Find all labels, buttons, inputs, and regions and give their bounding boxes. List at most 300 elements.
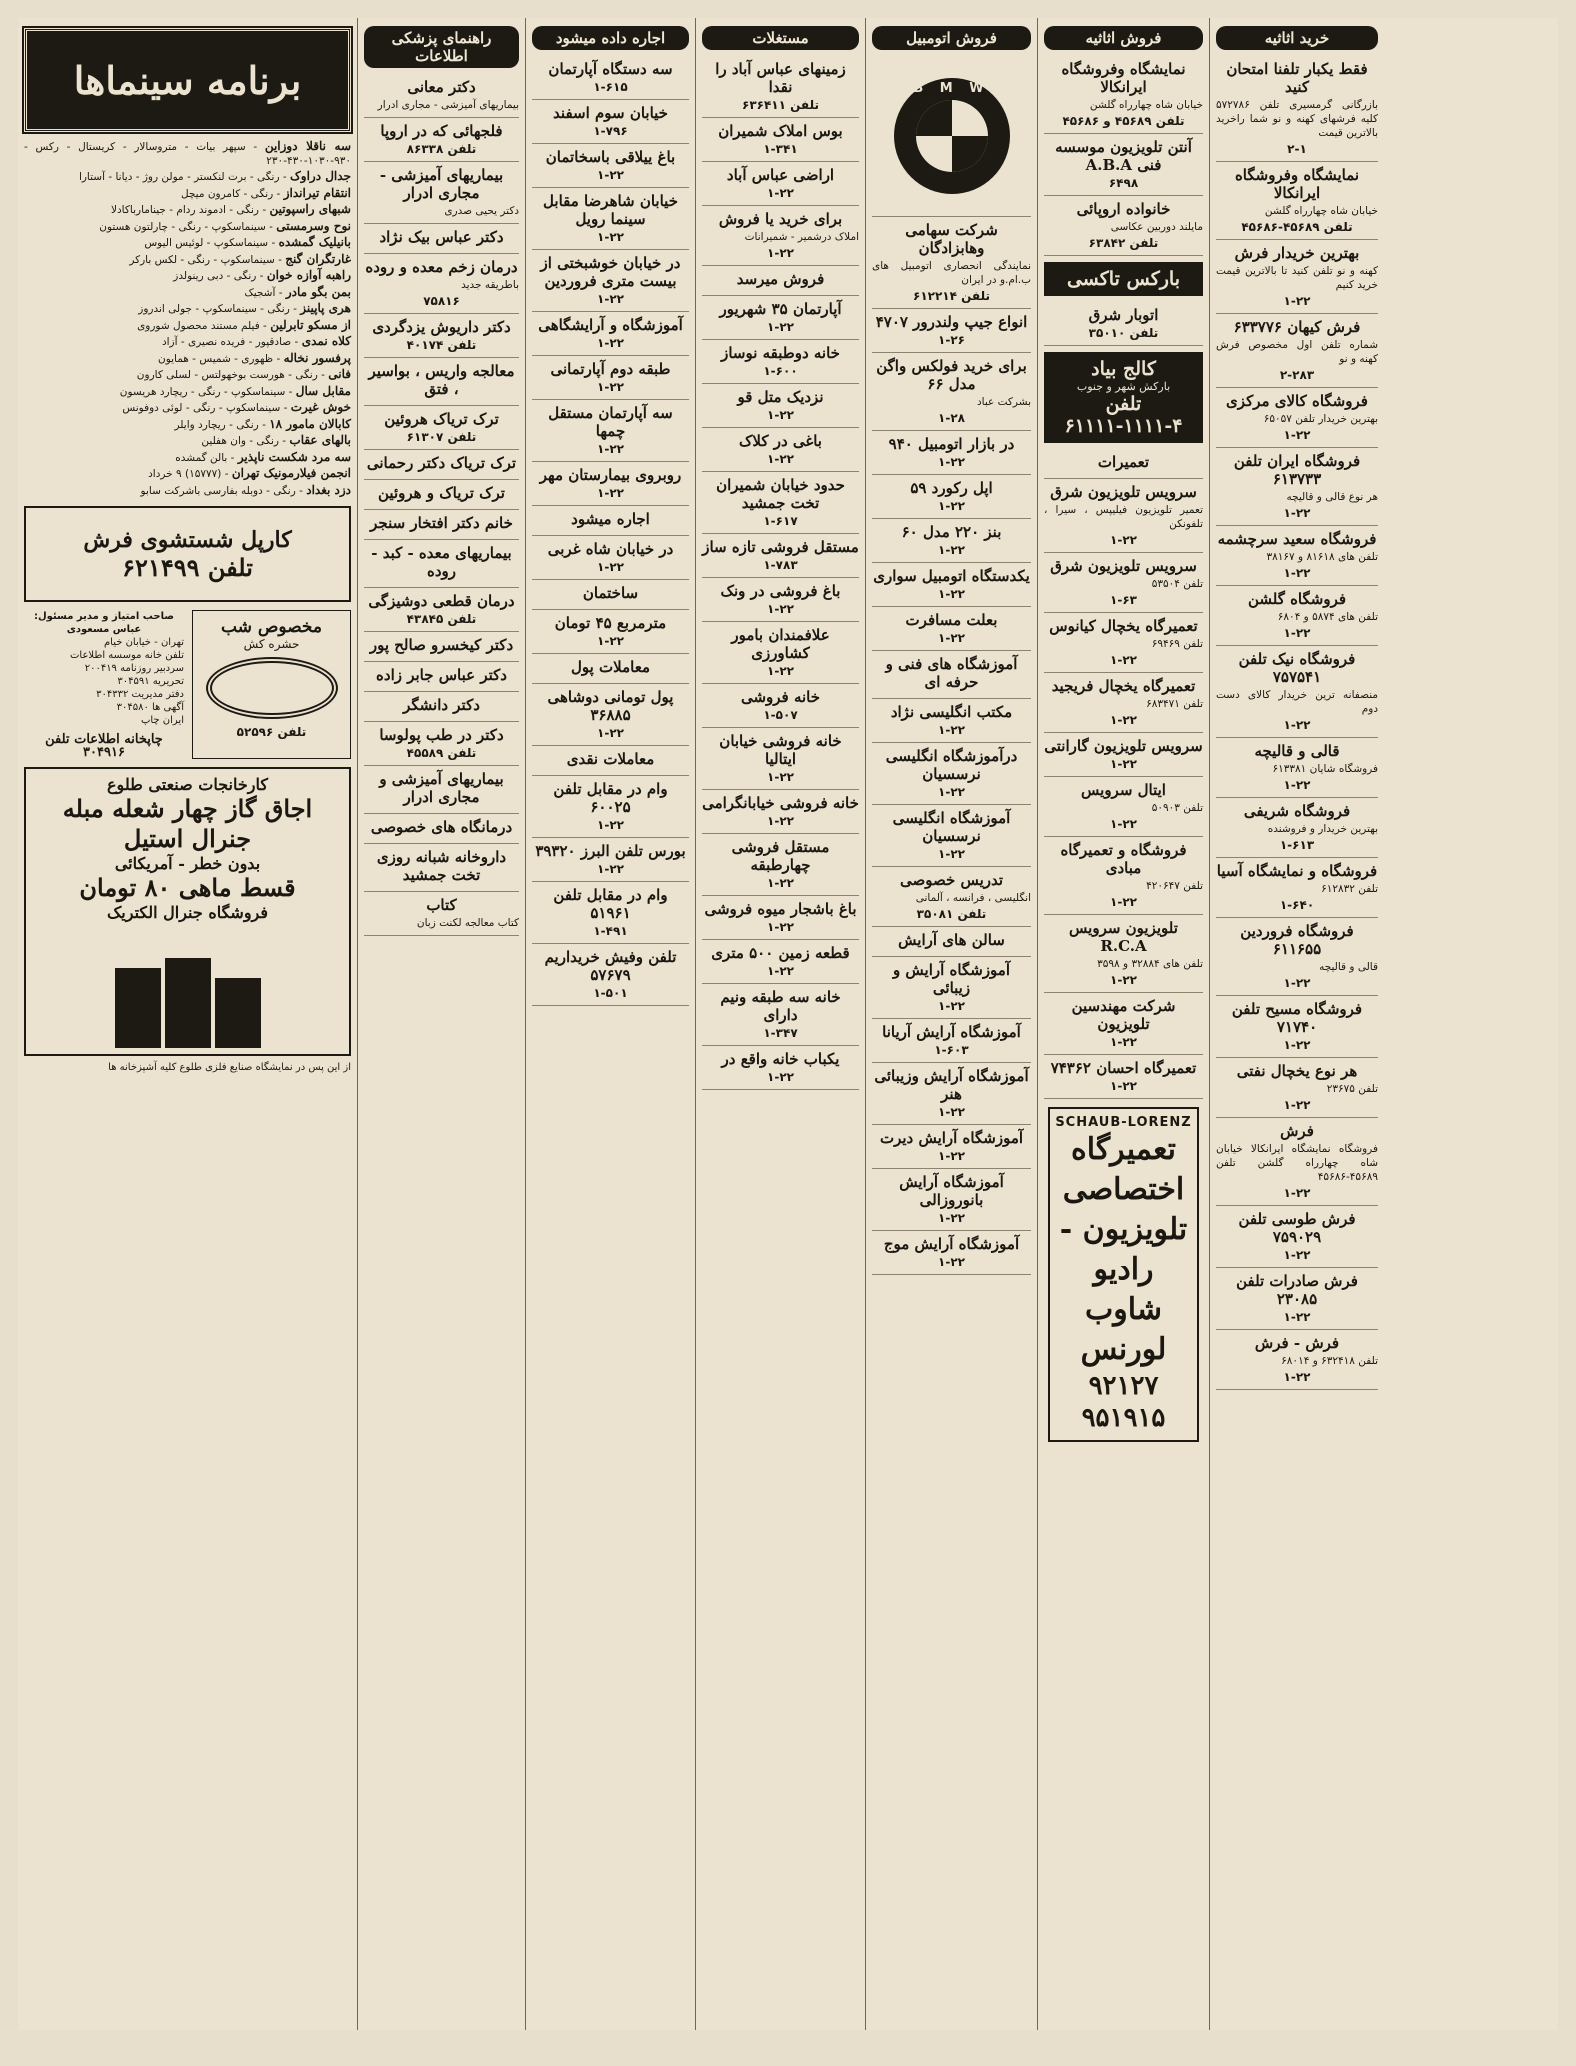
classified-ad [1044,915,1203,993]
classified-ad [1044,733,1203,777]
publisher-info [24,610,184,759]
classified-ad [1216,56,1378,162]
ad-title: طبقه دوم آپارتمانی [550,360,671,378]
ad-phone: تلفن ۶۱۳۰۷ [406,430,477,444]
classified-ad [1044,479,1203,553]
cinema-film-details: رنگی - دوبله بفارسی باشرکت سابو [140,484,296,497]
cinema-film-details: سپهر بیات - متروسالار - کریستال - رکس - ۹۳۰-۱۰۳۰-۴۳۰-۲۳۰ [24,141,351,167]
ad-title: بنز ۲۲۰ مدل ۶۰ [901,523,1002,541]
ad-body: بهترین خریدار و فروشنده [1267,823,1378,835]
ad-phone: ۱-۲۲ [1283,718,1311,732]
ad-title: سرویس تلویزیون گارانتی [1044,737,1203,755]
ad-phone: ۱-۲۲ [938,499,965,513]
ad-phone: ۲-۲۸۳ [1279,368,1315,382]
ad-title: ایتال سرویس [1081,781,1166,799]
classified-ad [364,406,519,450]
cinema-listing: سه ناقلا دوزاین - سپهر بیات - متروسالار - کریستال - رکس - ۹۳۰-۱۰۳۰-۴۳۰-۲۳۰ [24,139,351,167]
ad-phone: ۱-۶۱۵ [593,80,628,94]
ad-title: بیماریهای آمیزشی - مجاری ادرار [379,166,504,202]
ad-title: فروشگاه فروردین ۶۱۱۶۵۵ [1240,922,1354,958]
furniture-buy-header: خرید اثاثیه [1216,26,1378,50]
cinema-film-name: غارتگران گنج [285,251,351,266]
ad-title: باغ فروشی در ونک [720,582,841,600]
ad-phone: ۱-۲۲ [597,818,624,832]
stove-line1: اجاق گاز چهار شعله مبله [62,794,313,823]
publisher-line: تلفن خانه موسسه اطلاعات [70,650,184,661]
cinema-listing: فانی - رنگی - هورست بوخهولتس - لسلی کارون [136,367,351,381]
ad-phone: ۱-۳۴۷ [763,1026,798,1040]
bmw-logo-text: B M W [913,81,990,96]
cinema-film-name: کابالان مامور ۱۸ [269,416,351,431]
ad-title: تعمیرات [1097,453,1150,471]
classified-ad [364,254,519,314]
ad-body: خیابان شاه چهارراه گلشن [1264,205,1378,217]
classified-ad [364,722,519,766]
ad-phone: ۱-۲۲ [1283,1370,1311,1384]
ad-title: درمانگاه های خصوصی [370,818,513,836]
ad-phone: ۱-۲۲ [767,320,794,334]
classified-ad [872,743,1031,805]
ad-title: داروخانه شبانه روزی تخت جمشید [376,848,507,884]
classified-ad [364,162,519,224]
ad-title: بیماریهای آمیزشی و مجاری ادرار [379,770,504,806]
realestate-ads [702,56,859,1090]
ad-phone: ۱-۷۹۶ [593,124,628,138]
classified-ad [872,475,1031,519]
ad-title: دکتر عباس جابر زاده [376,666,507,684]
realestate-header: مستغلات [702,26,859,50]
classified-ad [532,100,689,144]
ad-title: پول تومانی دوشاهی ۳۶۸۸۵ [547,688,674,724]
classified-ad [364,74,519,118]
classified-ad [702,162,859,206]
ad-title: فروش میرسد [736,270,825,288]
classified-ad [532,776,689,838]
classified-ad [1044,613,1203,673]
cinema-film-name: سه مرد شکست ناپذیر [237,449,351,464]
ad-phone: ۱-۶۳ [1110,593,1137,607]
ad-title: تدریس خصوصی [899,871,1004,889]
ad-body: تلفن های ۳۲۸۸۴ و ۳۵۹۸ [1097,958,1203,970]
ad-title: ترک تریاک دکتر رحمانی [366,454,517,472]
cinema-listing: انتقام تیرانداز - رنگی - کامرون میچل [180,185,351,200]
ad-phone: ۱-۵۰۷ [763,708,798,722]
ad-phone: ۱-۲۲ [938,455,965,469]
ad-phone: ۱-۲۸ [938,411,965,425]
ad-phone: ۱-۵۰۱ [593,986,628,1000]
ad-body: تلفن ۲۳۶۷۵ [1326,1083,1378,1095]
ad-title: دکتر کیخسرو صالح پور [369,636,514,654]
publisher-title: صاحب امتیاز و مدیر مسئول: عباس مسعودی [34,611,174,635]
cinema-film-name: پرفسور نخاله [283,350,351,365]
ad-phone: ۱-۲۲ [938,847,965,861]
bottom-note: از این پس در نمایشگاه صنایع فلزی طلوع کلیه آشپزخانه ها [108,1062,351,1073]
cinema-listing: بمن بگو مادر - آشجیک [244,284,351,299]
ad-phone: ۱-۲۲ [1283,626,1311,640]
classified-ad [1044,56,1203,134]
ad-title: شرکت مهندسین تلویزیون [1071,997,1176,1033]
ad-title: فروشگاه و تعمیرگاه مبادی [1060,841,1187,877]
schaub-line1: تعمیرگاه اختصاصی [1062,1132,1185,1207]
ad-phone: ۱-۲۲ [938,723,965,737]
classified-ad [1216,858,1378,918]
ad-title: فرش کیهان ۶۳۳۷۷۶ [1233,318,1361,336]
cinema-film-details: رنگی - دبی رینولدز [173,270,257,282]
stove-line5: فروشگاه جنرال الکتریک [106,903,269,922]
furniture-sale-header: فروش اثاثیه [1044,26,1203,50]
ad-phone: ۱-۲۲ [1110,713,1137,727]
classified-ad [702,266,859,296]
ad-title: انواع جیپ ولندرور ۴۷۰۷ [875,313,1028,331]
carpet-ad [24,506,351,602]
ad-title: دکتر معانی [407,78,476,96]
classified-ad [1216,798,1378,858]
ad-phone: ۱-۲۲ [938,785,965,799]
ad-title: آنتن تلویزیون موسسه فنی A.B.A [1055,138,1192,174]
ad-title: فروشگاه و نمایشگاه آسیا [1216,862,1378,880]
classified-ad [872,309,1031,353]
bmw-banner [872,56,1031,217]
cinema-listing: جدال دراوک - رنگی - برت لنکستر - مولن روژ - دیانا - آستارا [78,169,351,183]
classified-ad [702,118,859,162]
ad-title: خانه سه طبقه ونیم دارای [720,988,841,1024]
classified-ad [872,1231,1031,1275]
ad-phone: ۱-۲۲ [938,1211,965,1225]
cinema-listing: خوش غیرت - سینماسکوپ - رنگی - لوئی دوفونس [122,400,351,414]
ad-title: علافمندان بامور کشاورزی [731,626,830,662]
ad-body: بیماریهای آمیزشی - مجاری ادرار [377,99,519,111]
classified-ad [872,431,1031,475]
ad-phone: ۱-۲۲ [767,452,794,466]
classified-ad [364,588,519,632]
cinema-listing: از مسکو تابرلین - فیلم مستند محصول شوروی [137,317,351,332]
cinema-film-details: صادقپور - فریده نصیری - آزاد [161,336,292,348]
cinema-listing: سه مرد شکست ناپذیر - بالن گمشده [175,449,351,464]
ad-phone: ۱-۲۲ [1110,895,1137,909]
classified-ad [364,224,519,254]
cinema-film-name: هری پاپینز [300,301,351,315]
ad-title: سه دستگاه آپارتمان [548,60,673,78]
ad-body: هر نوع قالی و قالیچه [1286,491,1378,503]
ad-phone: ۲-۱ [1287,142,1307,156]
ad-title: در بازار اتومبیل ۹۴۰ [888,435,1015,453]
ad-phone: ۱-۲۲ [767,920,794,934]
classified-ad [532,356,689,400]
cinema-film-name: جدال دراوک [290,169,351,183]
publisher-line: سردبیر روزنامه ۲۰۰۴۱۹ [84,663,184,674]
realestate-column [696,18,866,2030]
classified-ad [702,790,859,834]
ad-title: فروشگاه ایران تلفن ۶۱۳۷۳۳ [1233,452,1361,488]
ad-title: بعلت مسافرت [905,611,998,629]
insect-ad-title: مخصوص شب [221,617,323,637]
ad-phone: ۱-۲۲ [597,168,624,182]
classified-ad [532,944,689,1006]
ad-title: خانه دوطبقه نوساز [721,344,840,362]
cinema-film-details: رنگی - ریچارد وایلر [174,418,259,431]
classified-ad [364,540,519,588]
ad-title: مترمربع ۴۵ تومان [554,614,667,632]
cinema-listing: بالهای عقاب - رنگی - وان هفلین [201,433,351,447]
ad-title: فلجهائی که در اروپا [380,122,503,140]
ad-phone: تلفن ۶۳۶۴۱۱ [742,98,819,112]
classified-ad [872,805,1031,867]
taxi-box-title: بارکس تاکسی [1066,268,1181,290]
classified-ad [872,651,1031,699]
ad-phone: ۶۴۹۸ [1108,176,1139,190]
classified-ad [1216,162,1378,240]
ad-body: باطریقه جدید [461,279,519,291]
ad-title: حدود خیابان شمیران تخت جمشید [716,476,845,512]
ad-phone: ۱-۲۲ [597,336,624,350]
publisher-line: ایران چاپ [140,715,184,726]
classified-ad [1216,646,1378,738]
classified-ad [1216,448,1378,526]
ad-phone: ۱-۲۲ [597,726,624,740]
ad-body: مایلند دوربین عکاسی [1110,221,1203,233]
ad-phone: ۱-۲۲ [1283,1038,1311,1052]
ad-title: بورس تلفن البرز ۳۹۳۲۰ [535,842,686,860]
medical-ads [364,74,519,936]
cinema-banner: برنامه سینماها [24,28,351,132]
furniture-sale-ads [1044,56,1203,256]
ad-body: بشرکت عباد [976,396,1031,408]
cinema-column [18,18,358,2030]
cinema-film-details: ظهوری - شمیس - همایون [157,352,274,365]
ad-body: بازرگانی گرمسیری تلفن ۵۷۲۷۸۶ کلیه فرشهای کهنه و نو شما راخرید بالاترین قیمت [1216,99,1378,139]
ad-phone: ۱-۲۲ [597,634,624,648]
classified-ad [702,534,859,578]
cinema-film-details: رنگی - کامرون میچل [180,187,274,200]
ad-phone: ۱-۲۲ [767,876,794,890]
ad-phone: ۱-۲۲ [1110,653,1137,667]
ad-phone: ۱-۲۲ [597,862,624,876]
classified-ad [1216,240,1378,314]
ad-phone: ۱-۲۲ [1110,757,1137,771]
classified-ad [1044,673,1203,733]
classified-ad [532,188,689,250]
furniture-buy-column [1210,18,1384,2030]
ad-body: انگلیسی ، فرانسه ، آلمانی [915,892,1031,904]
stove-line4: قسط ماهی ۸۰ تومان [79,873,296,902]
taxi-ad-title: اتوبار شرق [1088,306,1159,324]
ad-body: تلفن ۶۸۳۴۷۱ [1146,698,1203,710]
classified-ad [1044,196,1203,256]
classified-ad [532,400,689,462]
cinema-listing: راهبه آوازه خوان - رنگی - دبی رینولدز [173,268,351,282]
classified-ad [364,632,519,662]
bmw-logo-icon [894,78,1010,194]
ad-title: خانه فروشی خیابان ایتالیا [719,732,842,768]
classified-ad [702,984,859,1046]
classified-ad [1216,586,1378,646]
ad-body: خیابان شاه چهارراه گلشن [1089,99,1203,111]
ad-phone: ۱-۲۲ [1283,506,1311,520]
ad-phone: ۱-۲۲ [1283,778,1311,792]
ad-title: یکدستگاه اتومبیل سواری [873,567,1030,585]
cinema-film-details: رنگی - وان هفلین [201,435,279,447]
ad-phone: ۱-۲۲ [1283,294,1311,308]
newspaper-page [18,18,1558,2030]
classified-ad [532,838,689,882]
schaub-tel2: ۹۵۱۹۱۵ [1081,1403,1166,1433]
ad-body: منصفانه ترین خریدار کالای دست دوم [1216,689,1378,715]
ad-title: فروشگاه نیک تلفن ۷۵۷۵۴۱ [1238,650,1356,686]
ad-title: خیابان سوم اسفند [553,104,668,122]
ad-phone: ۷۵۸۱۶ [423,294,460,308]
classified-ad [364,480,519,510]
ad-title: آموزشگاه آرایش موج [883,1235,1020,1253]
college-box [1044,352,1203,443]
classified-ad [532,684,689,746]
rent-header: اجاره داده میشود [532,26,689,50]
ad-phone: تلفن ۳۵۰۸۱ [916,907,987,921]
bottom-left-area [24,610,351,759]
ad-grid [18,18,1558,2030]
classified-ad [702,578,859,622]
ad-body: نمایندگی انحصاری اتومبیل های ب.ام.و در ایران [872,260,1031,286]
ad-phone: تلفن ۴۵۵۸۹ [406,746,477,760]
ad-title: نزدیک متل قو [737,388,824,406]
ad-title: قطعه زمین ۵۰۰ متری [711,944,850,962]
ad-title: تلفن وفیش خریداریم ۵۷۶۷۹ [544,948,677,984]
stove-line3: بدون خطر - آمریکائی [114,854,261,873]
classified-ad [702,340,859,384]
cinema-film-name: راهبه آوازه خوان [266,268,351,282]
ad-title: خانواده اروپائی [1076,200,1171,218]
ad-title: فقط یکبار تلفنا امتحان کنید [1226,60,1368,96]
classified-ad [872,867,1031,927]
classified-ad [1216,526,1378,586]
ad-body: فروشگاه نمایشگاه ایرانکالا خیابان شاه چهارراه گلشن تلفن ۴۵۶۸۹-۴۵۶۸۶ [1216,1143,1378,1183]
classified-ad [702,622,859,684]
ad-title: درآموزشگاه انگلیسی نرسسیان [885,747,1018,783]
cinema-listing: هری پاپینز - رنگی - سینماسکوپ - جولی اندروز [138,301,351,315]
ad-title: سالن های آرایش [898,931,1005,949]
classified-ad [702,296,859,340]
ad-title: در خیابان شاه غربی [547,540,674,558]
ad-phone: ۱-۲۲ [1283,566,1311,580]
college-box-phone: تلفن ۴-۱۱۱۱-۶۱۱۱۱ [1064,393,1183,437]
ad-title: فروشگاه سعید سرچشمه [1217,530,1377,548]
ad-title: کتاب [426,896,457,914]
insect-ad [192,610,351,759]
ad-phone: ۱-۲۲ [938,587,965,601]
ad-title: آموزشگاه آرایش آریانا [882,1023,1021,1041]
ad-title: دکتر عباس بیک نژاد [379,228,504,246]
ad-title: ترک تریاک و هروئین [378,484,505,502]
car-header: فروش اتومبیل [872,26,1031,50]
cinema-film-name: انجمن فیلارمونیک تهران [231,466,351,480]
ad-title: بوس املاک شمیران [718,122,843,140]
classified-ad [532,250,689,312]
ad-title: فروشگاه مسیح تلفن ۷۱۷۴۰ [1231,1000,1363,1036]
ad-body: فروشگاه شایان ۶۱۳۳۸۱ [1272,763,1378,775]
ad-phone: ۱-۲۲ [597,292,624,306]
cinema-film-name: کلاه نمدی [301,334,351,348]
ad-title: برای خرید یا فروش [718,210,843,228]
insect-ad-phone: تلفن ۵۲۵۹۶ [236,725,307,739]
classified-ad [364,662,519,692]
stove-header: کارخانجات صنعتی طلوع [107,775,268,794]
stove-line2: جنرال استیل [123,824,252,853]
ad-title: آموزشگاه های فنی و حرفه ای [885,655,1018,691]
classified-ad [532,536,689,580]
ad-phone: ۱-۲۲ [938,1149,965,1163]
cinema-film-details: رنگی - برت لنکستر - مولن روژ - دیانا - آستارا [78,171,280,183]
taxi-ad-phone: تلفن ۳۵۰۱۰ [1088,326,1159,340]
ad-phone: ۱-۲۶ [938,333,965,347]
classified-ad [1216,738,1378,798]
cinema-film-name: از مسکو تابرلین [270,317,351,332]
ad-title: در خیابان خوشبختی از بیست متری فروردین [540,254,681,290]
cinema-film-name: بمن بگو مادر [285,284,351,299]
ad-body: تلفن ۵۰۹۰۳ [1151,802,1203,814]
ad-title: آموزشگاه انگلیسی نرسسیان [892,809,1011,845]
classified-ad [364,450,519,480]
ad-phone: ۱-۲۲ [938,1255,965,1269]
ad-phone: ۱-۲۲ [597,380,624,394]
classified-ad [364,692,519,722]
ad-title: دکتر در طب پولوسا [379,726,504,744]
publisher-line: تهران - خیابان خیام [103,637,184,648]
ad-phone: ۱-۶۱۷ [763,514,798,528]
classified-ad [1044,134,1203,196]
classified-ad [364,358,519,406]
ad-phone: ۱-۲۲ [597,560,624,574]
cinema-listing: بانیلیک گمشده - سینماسکوپ - لوئیس الیوس [144,235,351,249]
classified-ad [532,882,689,944]
rent-column [526,18,696,2030]
ad-phone: ۱-۲۲ [1283,428,1311,442]
cinema-listing: غارتگران گنج - سینماسکوپ - رنگی - لکس بارکر [129,251,351,266]
cinema-film-name: بالهای عقاب [289,433,351,447]
ad-body: املاک درشمیر - شمیرانات [744,231,859,243]
classified-ad [702,684,859,728]
ad-phone: ۱-۲۲ [1283,976,1311,990]
classified-ad [702,472,859,534]
ad-title: باغ باشجار میوه فروشی [704,900,857,918]
ad-title: اپل رکورد ۵۹ [910,479,993,497]
ad-title: ساختمان [582,584,639,602]
classified-ad [872,519,1031,563]
ad-phone: ۱-۷۸۳ [763,558,798,572]
ad-phone: ۱-۲۲ [1110,1079,1137,1093]
classified-ad [532,654,689,684]
ad-title: دکتر دانشگر [403,696,480,714]
ad-phone: تلفن ۴۳۸۴۵ [406,612,477,626]
ad-title: تعمیرگاه احسان ۷۴۳۶۲ [1050,1059,1197,1077]
cinema-film-details: سینماسکوپ - رنگی - لوئی دوفونس [122,402,281,414]
carpet-phone: تلفن ۶۲۱۴۹۹ [122,552,253,582]
cinema-listing: انجمن فیلارمونیک تهران - (۱۵۷۷۷) ۹ خرداد [148,466,351,480]
cinema-film-name: سه ناقلا دوزاین [264,139,351,153]
ad-body: تلفن ۶۱۲۸۳۲ [1321,883,1378,895]
classified-ad [1216,1330,1378,1390]
ad-body: تلفن های ۸۱۶۱۸ و ۳۸۱۶۷ [1266,551,1378,563]
ad-phone: ۱-۲۲ [767,770,794,784]
ad-title: نمایشگاه وفروشگاه ایرانکالا [1234,166,1360,202]
cinema-listing: کابالان مامور ۱۸ - رنگی - ریچارد وایلر [174,416,351,431]
car-column [866,18,1038,2030]
ad-body: تلفن های ۵۸۷۴ و ۶۸۰۴ [1277,611,1378,623]
classified-ad [702,1046,859,1090]
ad-body: بهترین خریدار تلفن ۶۵۰۵۷ [1263,413,1378,425]
classified-ad [1216,918,1378,996]
classified-ad [1216,314,1378,388]
insect-ad-sub: حشره کش [243,637,300,651]
ad-title: قالی و قالیچه [1254,742,1340,760]
